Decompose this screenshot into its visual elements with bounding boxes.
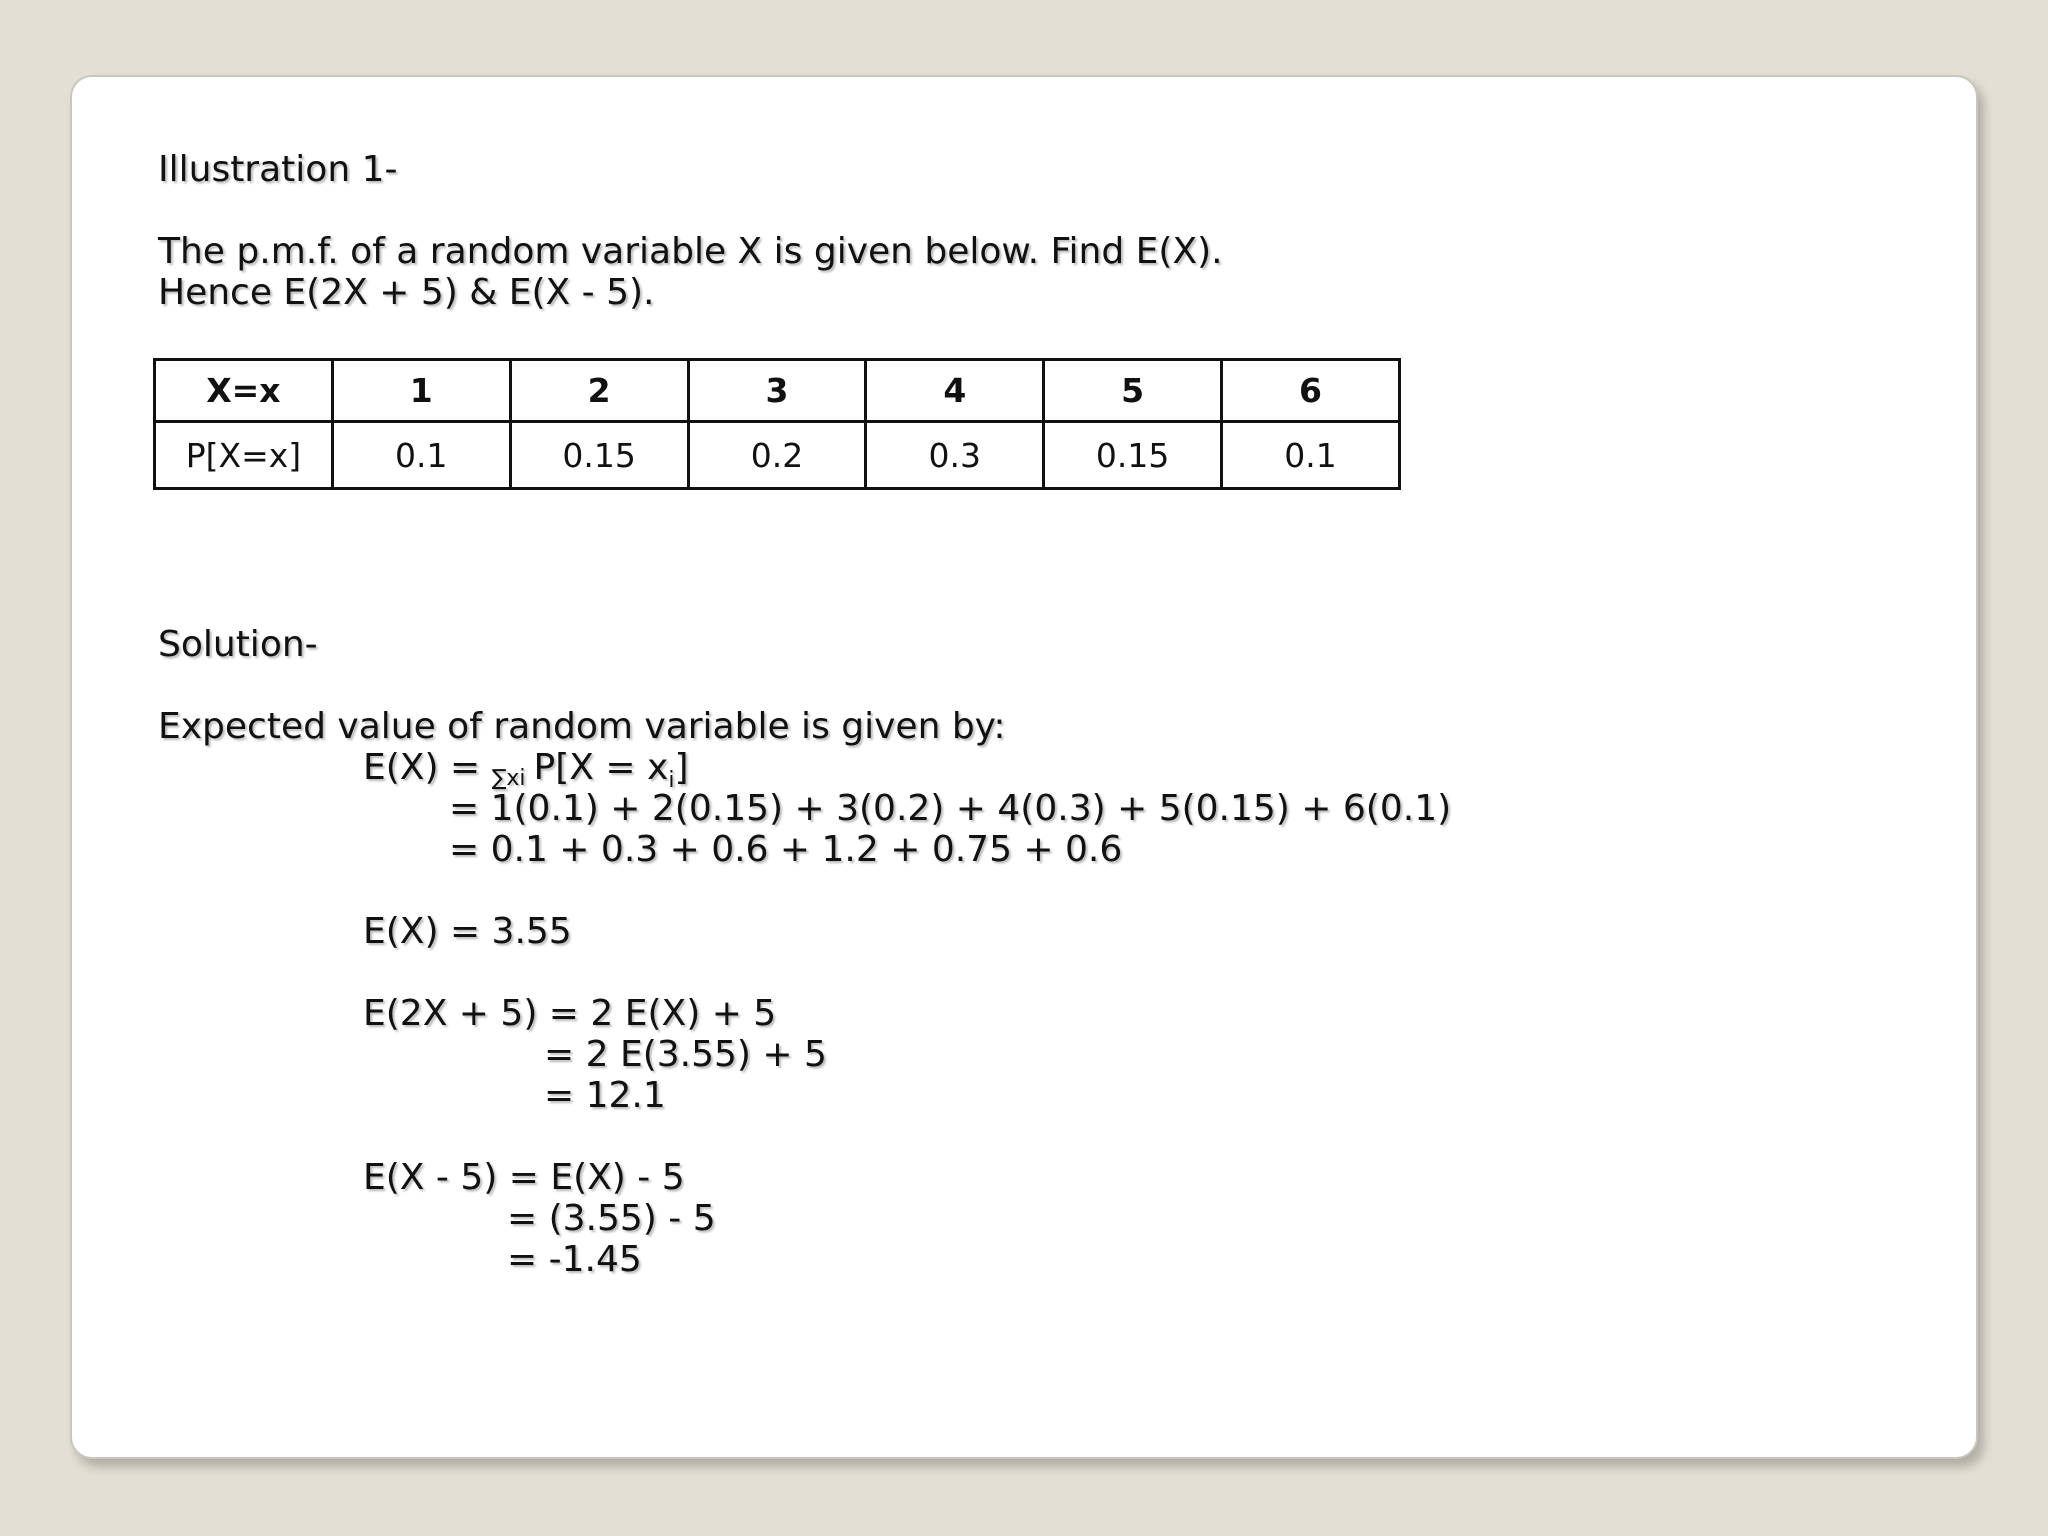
pmf-header-cell: 3	[688, 360, 866, 422]
pmf-probability-row	[155, 422, 1400, 489]
sigma-symbol: ∑xi	[491, 766, 526, 791]
pmf-value-cell: P[X=x]	[155, 422, 333, 489]
formula-p: P[X = x	[533, 747, 669, 788]
formula-subscript: i	[668, 768, 675, 793]
pmf-table	[153, 358, 1401, 490]
illustration-title: Illustration 1-	[158, 149, 398, 190]
pmf-header-cell: 6	[1222, 360, 1400, 422]
expectation-result: E(X) = 3.55	[363, 911, 572, 952]
pmf-value-cell: 0.2	[688, 422, 866, 489]
expectation-step-1: = 1(0.1) + 2(0.15) + 3(0.2) + 4(0.3) + 5(0.15) + 6(0.1)	[449, 788, 1452, 829]
e2x-line-2: = 2 E(3.55) + 5	[544, 1034, 827, 1075]
exm-line-2: = (3.55) - 5	[507, 1198, 716, 1239]
pmf-header-cell: 1	[332, 360, 510, 422]
solution-heading: Solution-	[158, 624, 318, 665]
pmf-header-row	[155, 360, 1400, 422]
e2x-line-1: E(2X + 5) = 2 E(X) + 5	[363, 993, 777, 1034]
pmf-value-cell: 0.3	[866, 422, 1044, 489]
formula-close: ]	[674, 747, 689, 788]
question-line-1: The p.m.f. of a random variable X is given below. Find E(X).	[158, 231, 1223, 272]
e2x-line-3: = 12.1	[544, 1075, 666, 1116]
slide-card	[70, 75, 1978, 1459]
question-line-2: Hence E(2X + 5) & E(X - 5).	[158, 272, 655, 313]
pmf-header-cell: 4	[866, 360, 1044, 422]
solution-intro: Expected value of random variable is given by:	[158, 706, 1006, 747]
expectation-step-2: = 0.1 + 0.3 + 0.6 + 1.2 + 0.75 + 0.6	[449, 829, 1123, 870]
pmf-header-cell: 2	[510, 360, 688, 422]
pmf-value-cell: 0.1	[332, 422, 510, 489]
pmf-value-cell: 0.1	[1222, 422, 1400, 489]
pmf-header-cell: X=x	[155, 360, 333, 422]
exm-line-1: E(X - 5) = E(X) - 5	[363, 1157, 685, 1198]
pmf-value-cell: 0.15	[510, 422, 688, 489]
formula-lhs: E(X) =	[363, 747, 492, 788]
pmf-header-cell: 5	[1044, 360, 1222, 422]
exm-line-3: = -1.45	[507, 1239, 642, 1280]
pmf-value-cell: 0.15	[1044, 422, 1222, 489]
